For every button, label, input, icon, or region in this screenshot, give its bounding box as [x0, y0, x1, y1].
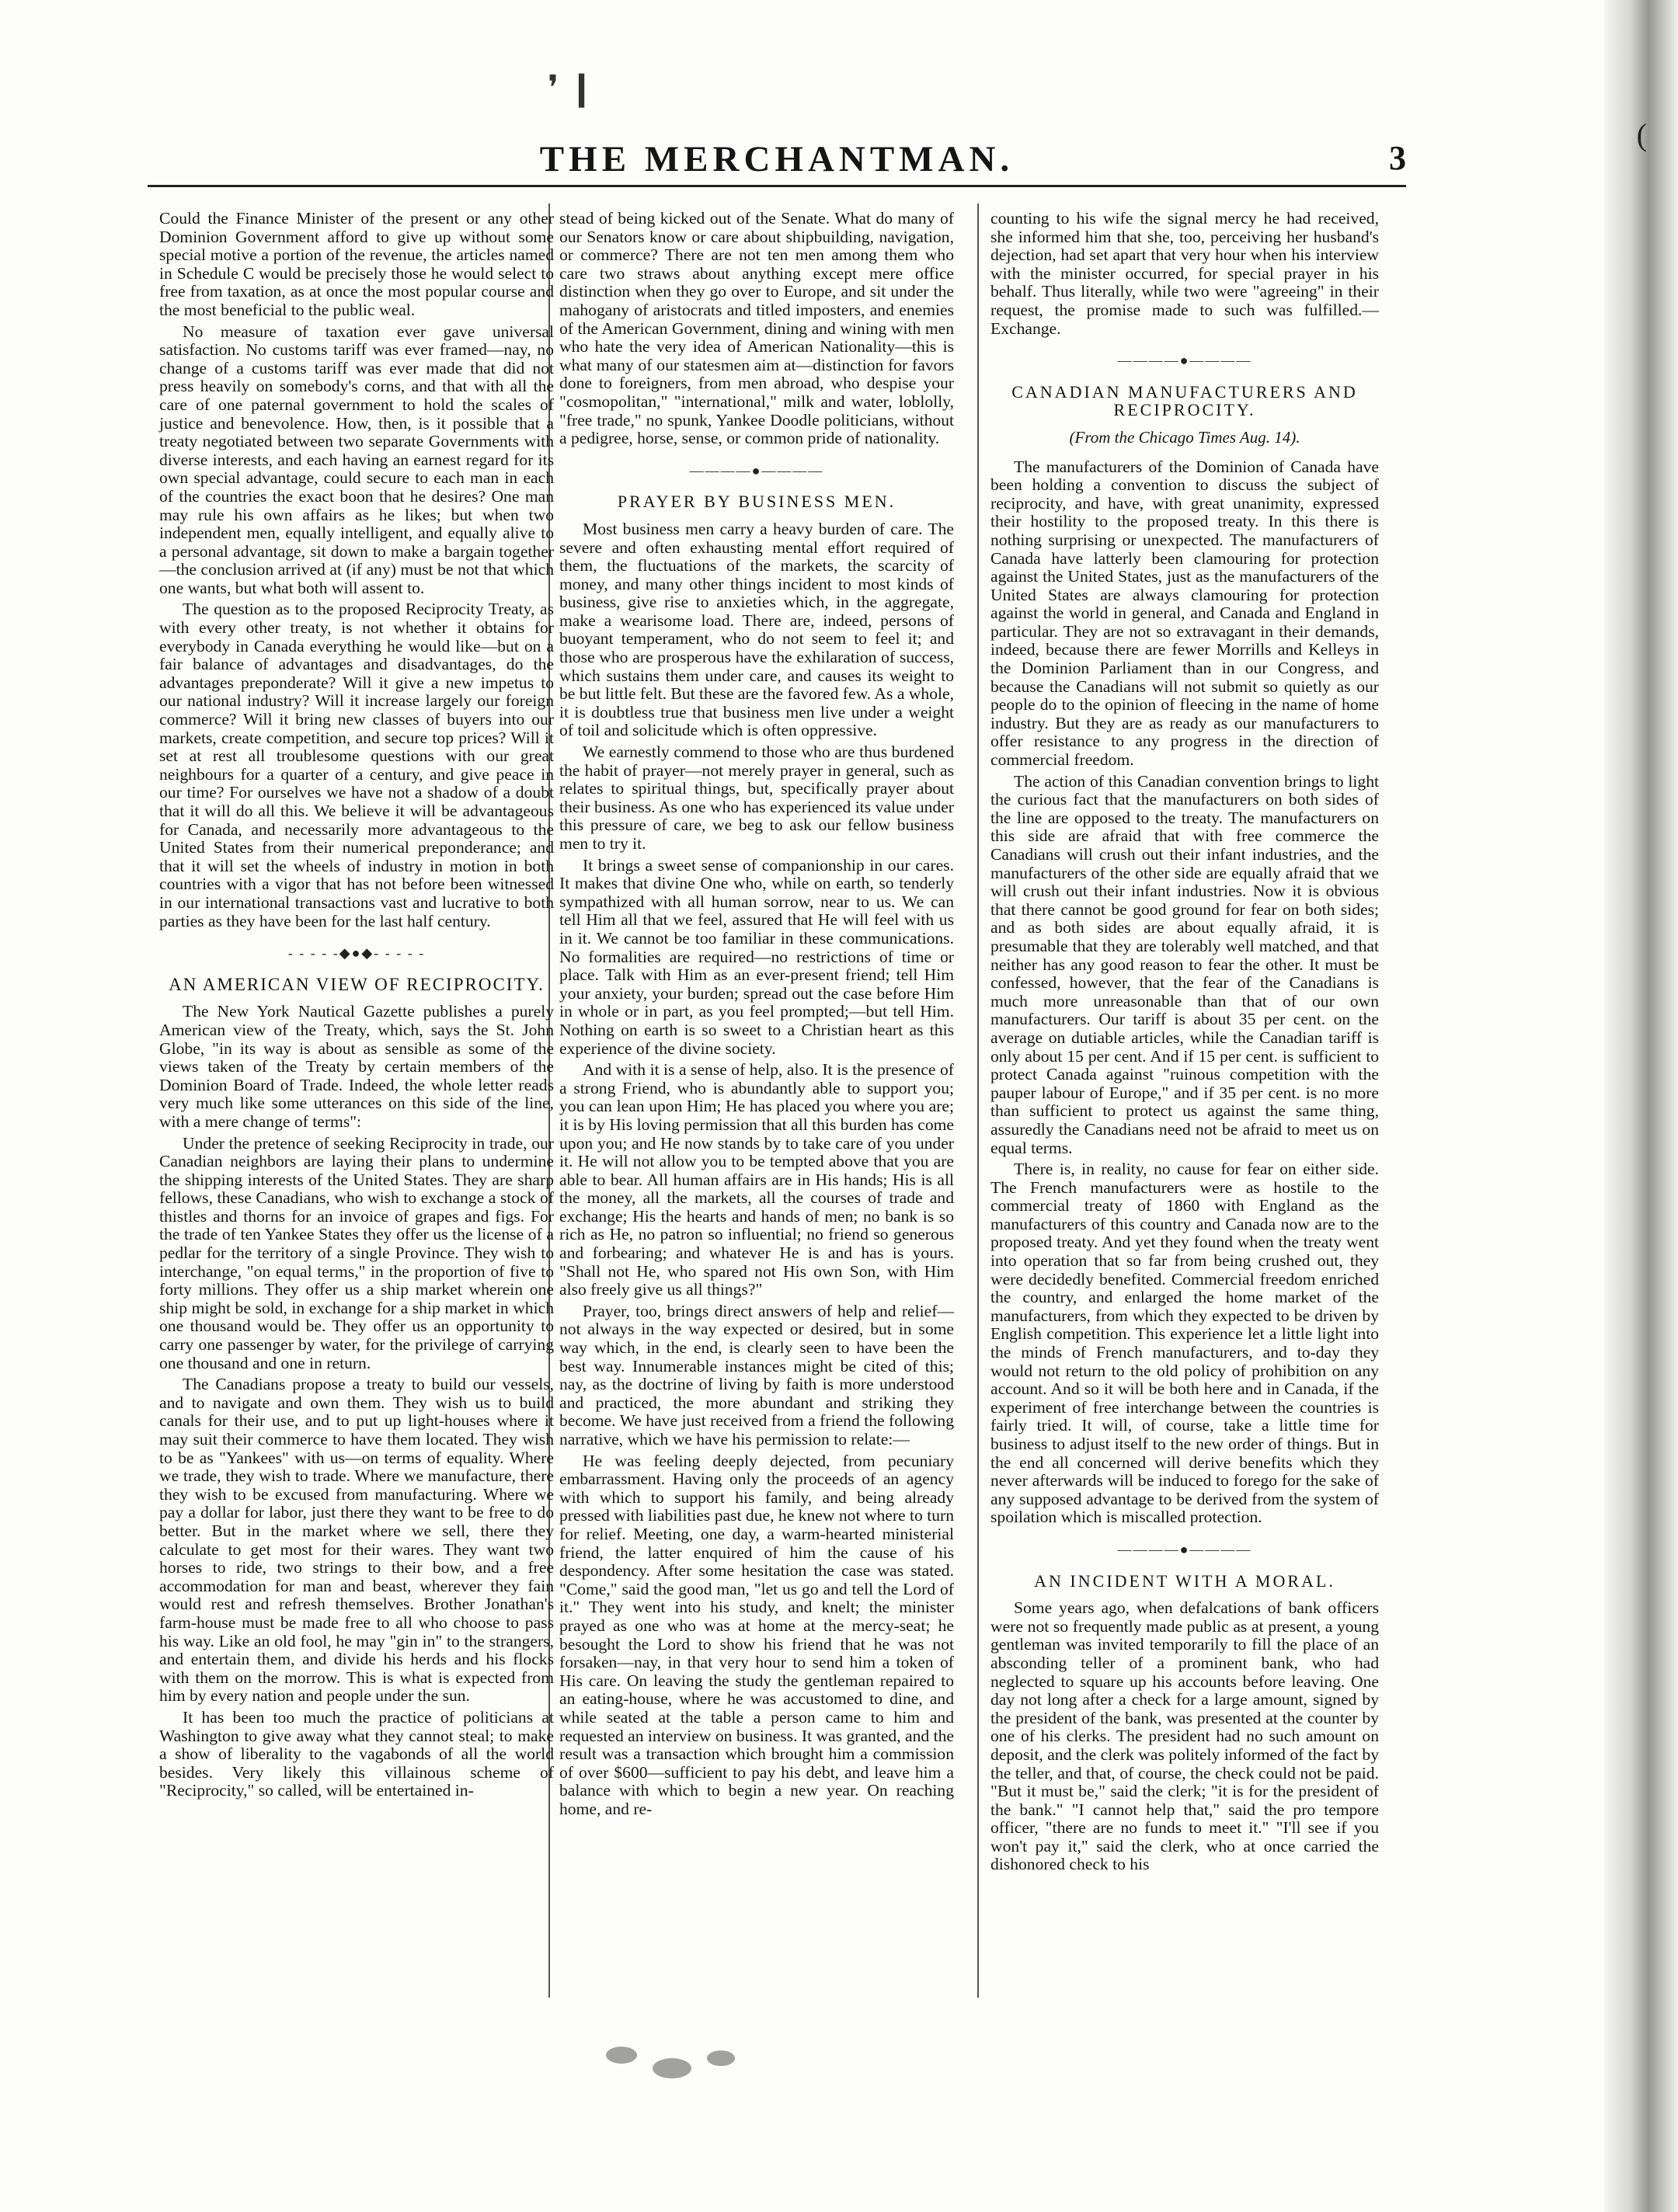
paragraph: We earnestly commend to those who are thus burdened the habit of prayer—not merely prayer in general, such as relates to spiritual things, but, specifically prayer about their business. As one who has experienced its value under this pressure of care, we beg to ask our fellow business men to try it.	[559, 743, 954, 853]
section-divider: - - - - -◆●◆- - - - -	[287, 945, 426, 962]
paragraph: It has been too much the practice of politicians at Washington to give away what they cannot steal; to make a show of liberality to the vagabonds of all the world besides. Very likely this villainous scheme of "Reciprocity," so called, will be entertained in-	[159, 1707, 554, 1800]
paragraph: Some years ago, when defalcations of bank officers were not so frequently made public as at present, a young gentleman was invited temporarily to fill the place of an absconding teller of a prominent bank, who had neglected to square up his accounts before leaving. One day not long after a check for a large amount, signed by the president of the bank, was presented at the counter by one of his clerks. The president had no such amount on deposit, and the clerk was politely informed of the fact by the teller, and that, of course, the check could not be paid. "But it must be," said the clerk; "it is for the president of the bank." "I cannot help that," said the pro tempore officer, "there are no funds to meet it." "I'll see if you won't pay it," said the clerk, who at once carried the dishonored check to his	[990, 1598, 1379, 1874]
paragraph: Under the pretence of seeking Reciprocity in trade, our Canadian neighbors are laying their plans to undermine the shipping interests of the United States. They are sharp fellows, these Canadians, who wish to exchange a stock of thistles and thorns for an invoice of grapes and figs. For the trade of ten Yankee States they offer us the license of a pedlar for the territory of a single Province. They wish to interchange, "on equal terms," in the proportion of five to forty millions. They offer us a ship market wherein one ship might be sold, in exchange for a ship market in which one thousand would be. They offer us an opportunity to carry one passenger by water, for the privilege of carrying one thousand and one in return.	[159, 1133, 554, 1372]
article-source: (From the Chicago Times Aug. 14).	[1069, 427, 1300, 447]
page-edge-shadow	[1604, 0, 1678, 2212]
paragraph: And with it is a sense of help, also. It is the presence of a strong Friend, who is abundantly able to support you; you can lean upon Him; He has placed you where you are; it is by His loving permission that all this burden has come upon you; and He now stands by to take care of you under it. He will not allow you to be tempted above that you are able to bear. All human affairs are in His hands; His is all the money, all the markets, all the courses of trade and exchange; His the hearts and hands of men; no bank is so rich as He, no patron so influential; no friend so generous and forbearing; and whatever He is and has is yours. "Shall not He, who spared not His own Son, with Him also freely give us all things?"	[559, 1060, 955, 1299]
paragraph: stead of being kicked out of the Senate. What do many of our Senators know or care about shipbuilding, navigation, or commerce? There are not ten men among them who care two straws about anything except mere office distinction when they go over to Europe, and sit under the mahogany of aristocrats and titled imposters, and enemies of the American Government, dining and wining with men who hate the very idea of American Nationality—this is what many of our statesmen aim at—distinction for favors done to foreigners, from men abroad, who despise your "cosmopolitan," "international," milk and water, loblolly, "free trade," no spunk, Yankee Doodle politicians, without a pedigree, horse, sense, or common pride of nationality.	[559, 209, 954, 448]
paragraph: The manufacturers of the Dominion of Canada have been holding a convention to discuss the subject of reciprocity, and have, with great unanimity, expressed their hostility to the proposed treaty. In this there is nothing surprising or unexpected. The manufacturers of Canada have latterly been clamouring for protection against the United States, just as the manufacturers of the United States are always clamouring for protection against the world in general, and Canada and England in particular. They are not so extravagant in their demands, indeed, because there are fewer Morrills and Kelleys in the Dominion Parliament than in our Congress, and because the Canadians will not submit so quietly as our people do to the opinion of fleecing in the name of home industry. But they are as ready as our manufacturers to offer resistance to any progress in the direction of commercial freedom.	[990, 457, 1379, 770]
column-1	[159, 210, 554, 1803]
paragraph: It brings a sweet sense of companionship in our cares. It makes that divine One who, while on earth, so tenderly sympathized with all human sorrow, near to us. We can tell Him all that we feel, assured that He will feel with us in it. We cannot be too familiar in these communications. No formalities are required—no restrictions of time or place. Talk with Him as an ever-present friend; tell Him your anxiety, your burden; spread out the case before Him in whole or in part, as you feel prompted;—but tell Him. Nothing on earth is so sweet to a Christian heart as this experience of the divine society.	[559, 855, 954, 1058]
article-heading: CANADIAN MANUFACTURERS AND RECIPROCITY.	[1011, 381, 1358, 420]
paragraph: Prayer, too, brings direct answers of help and relief—not always in the way expected or desired, but in some way which, in the end, is clearly seen to have been the best way. Innumerable instances might be cited of this; nay, as the doctrine of living by faith is more understood and practiced, the more abundant and striking they become. We have just received from a friend the following narrative, which we have his permission to relate:—	[559, 1301, 954, 1449]
paragraph: Most business men carry a heavy burden of care. The severe and often exhausting mental effort required of them, the fluctuations of the markets, the scarcity of money, and many other things incident to most kinds of business, give rise to anxieties which, in the aggregate, make a wearisome load. There are, indeed, persons of buoyant temperament, who do not seem to feel it; and those who are prosperous have the exhilaration of success, which sustains them under care, and causes its weight to be but little felt. But these are the favored few. As a whole, it is doubtless true that business men live under a weight of toil and solicitude which is often oppressive.	[559, 519, 954, 740]
paragraph: counting to his wife the signal mercy he had received, she informed him that she, too, perceiving her husband's dejection, had set apart that very hour when his interview with the minister occurred, for special prayer in his behalf. Thus literally, while two were "agreeing" in their request, the promise made to such was fulfilled.—Exchange.	[990, 209, 1379, 338]
paragraph: No measure of taxation ever gave universal satisfaction. No customs tariff was ever framed—nay, no change of a customs tariff was ever made that did not press heavily on somebody's corns, and that with all the care of one paternal government to hold the scales of justice and benevolence. How, then, is it possible that a treaty negotiated between two separate Governments with diverse interests, and each having an earnest regard for its own special advantage, could secure to each man in each of the countries the exact boon that he desires? One man may rule his own affairs as he likes; but when two independent men, equally intelligent, and equally alive to a personal advantage, sit down to make a bargain together—the conclusion arrived at (if any) must be not that which one wants, but what both will assent to.	[159, 322, 554, 597]
article-heading: AN INCIDENT WITH A MORAL.	[1034, 1570, 1335, 1591]
paragraph: The action of this Canadian convention brings to light the curious fact that the manufacturers on both sides of the line are opposed to the treaty. The manufacturers on this side are afraid that with free commerce the Canadians will crush out their infant industries, and the manufacturers of the other side are equally afraid that we will crush out their infant industries. Now it is obvious that there cannot be good ground for fear on both sides; and as both sides are about equally afraid, it is presumable that they are tolerably well matched, and that neither has any good reason to fear the other. It must be confessed, however, that the fear of the Canadians is much more unreasonable than that of our own manufacturers. Our tariff is about 35 per cent. on the average on dutiable articles, while the Canadian tariff is only about 15 per cent. And if 15 per cent. is sufficient to protect Canada against "ruinous competition with the pauper labour of Europe," and if 35 per cent. is no more than sufficient to protect us against the same thing, assuredly the Canadians need not be afraid to meet us on equal terms.	[990, 771, 1379, 1157]
section-divider: ————●————	[1117, 353, 1252, 369]
section-divider: ————●————	[689, 462, 824, 478]
ink-blot	[653, 2058, 691, 2078]
column-3	[990, 210, 1379, 1877]
edge-mark: (	[1636, 117, 1647, 152]
paragraph: There is, in reality, no cause for fear on either side. The French manufacturers were as hostile to the commercial treaty of 1860 with England as the manufacturers of this country and Canada now are to the proposed treaty. And yet they found when the treaty went into operation that so far from being crushed out, they were decidedly benefited. Commercial freedom enriched the country, and enlarged the home market of the manufacturers, from which they expected to be driven by English competition. This experience let a little light into the minds of French manufacturers, and to-day they would not return to the old policy of prohibition on any account. And so it will be both here and in Canada, if the experiment of free interchange between the countries is fairly tried. It will, of course, take a little time for business to adjust itself to the new order of things. But in the end all concerned will derive benefits which they never afterwards will be induced to forego for the sake of any supposed advantage to be derived from the system of spoilation which is miscalled protection.	[990, 1160, 1379, 1527]
paragraph: The Canadians propose a treaty to build our vessels, and to navigate and own them. They wish us to build canals for their use, and to put up light-houses where it may suit their commerce to have them located. They wish to be as "Yankees" with us—on terms of equality. Where we trade, they wish to trade. Where we manufacture, there they wish to be excused from manufacturing. Where we pay a dollar for labor, just there they want to be free to do better. But in the market where we sell, there they calculate to get most for their wares. They want two horses to ride, two strings to their bow, and a free accommodation for man and beast, wherever they fain would rest and refresh themselves. Brother Jonathan's farm-house must be made free to all who choose to pass his way. Like an old fool, he may "gin in" to the strangers, and entertain them, and divide his herds and his flocks with them on the morrow. This is what is expected from him by every nation and people under the sun.	[159, 1375, 554, 1706]
paragraph: The question as to the proposed Reciprocity Treaty, as with every other treaty, is not whether it obtains for everybody in Canada everything he would like—but on a fair balance of advantages and disadvantages, do the advantages preponderate? Will it give a new impetus to our national industry? Will it increase largely our foreign commerce? Will it bring new classes of buyers into our markets, create competition, and secure top prices? Will it set at rest all troublesome questions with our great neighbours for a quarter of a century, and give peace in our time? For ourselves we have not a shadow of a doubt that it will do all this. We believe it will be advantageous for Canada, and necessarily more advantageous to the United States from their numerical preponderance; and that it will set the wheels of industry in motion in both countries with a vigor that has not before been witnessed in our international transactions vast and lucrative to both parties as they have been for the last half century.	[159, 600, 554, 930]
column-2	[559, 210, 954, 1821]
ink-blot	[707, 2050, 735, 2066]
paragraph: The New York Nautical Gazette publishes a purely American view of the Treaty, which, says the St. John Globe, "in its way is about as sensible as some of the views taken of the Treaty by certain members of the Dominion Board of Trade. Indeed, the whole letter reads very much like some utterances on this side of the line, with a mere change of terms":	[159, 1002, 554, 1131]
printer-mark: ❜ ❙	[548, 69, 597, 107]
article-heading: AN AMERICAN VIEW OF RECIPROCITY.	[169, 974, 545, 994]
paragraph: Could the Finance Minister of the present or any other Dominion Government afford to give up without some special motive a portion of the revenue, the articles named in Schedule C would be precisely those he would select to free from taxation, as at once the most popular course and the most beneficial to the public weal.	[159, 209, 554, 319]
paragraph: He was feeling deeply dejected, from pecuniary embarrassment. Having only the proceeds of an agency with which to support his family, and being already pressed with liabilities past due, he knew not where to turn for relief. Meeting, one day, a warm-hearted ministerial friend, the latter enquired of him the cause of his despondency. After some hesitation the case was stated. "Come," said the good man, "let us go and tell the Lord of it." They went into his study, and knelt; the minister prayed as one who was at home at the mercy-seat; he besought the Lord to show his friend that he was not forsaken—nay, in that very hour to send him a token of His care. On leaving the study the gentleman repaired to an eating-house, where he was accustomed to dine, and while seated at the table a person came to him and requested an interview on business. It was granted, and the result was a transaction which brought him a commission of over $600—sufficient to pay his debt, and leave him a balance with which to begin a new year. On reaching home, and re-	[559, 1451, 954, 1818]
column-rule	[977, 203, 979, 1998]
section-divider: ————●————	[1117, 1541, 1252, 1557]
article-heading: PRAYER BY BUSINESS MEN.	[617, 492, 896, 512]
masthead-title: THE MERCHANTMAN.	[539, 139, 1015, 179]
page-number: 3	[1389, 139, 1406, 177]
page-header	[148, 138, 1406, 187]
ink-blot	[606, 2047, 637, 2064]
